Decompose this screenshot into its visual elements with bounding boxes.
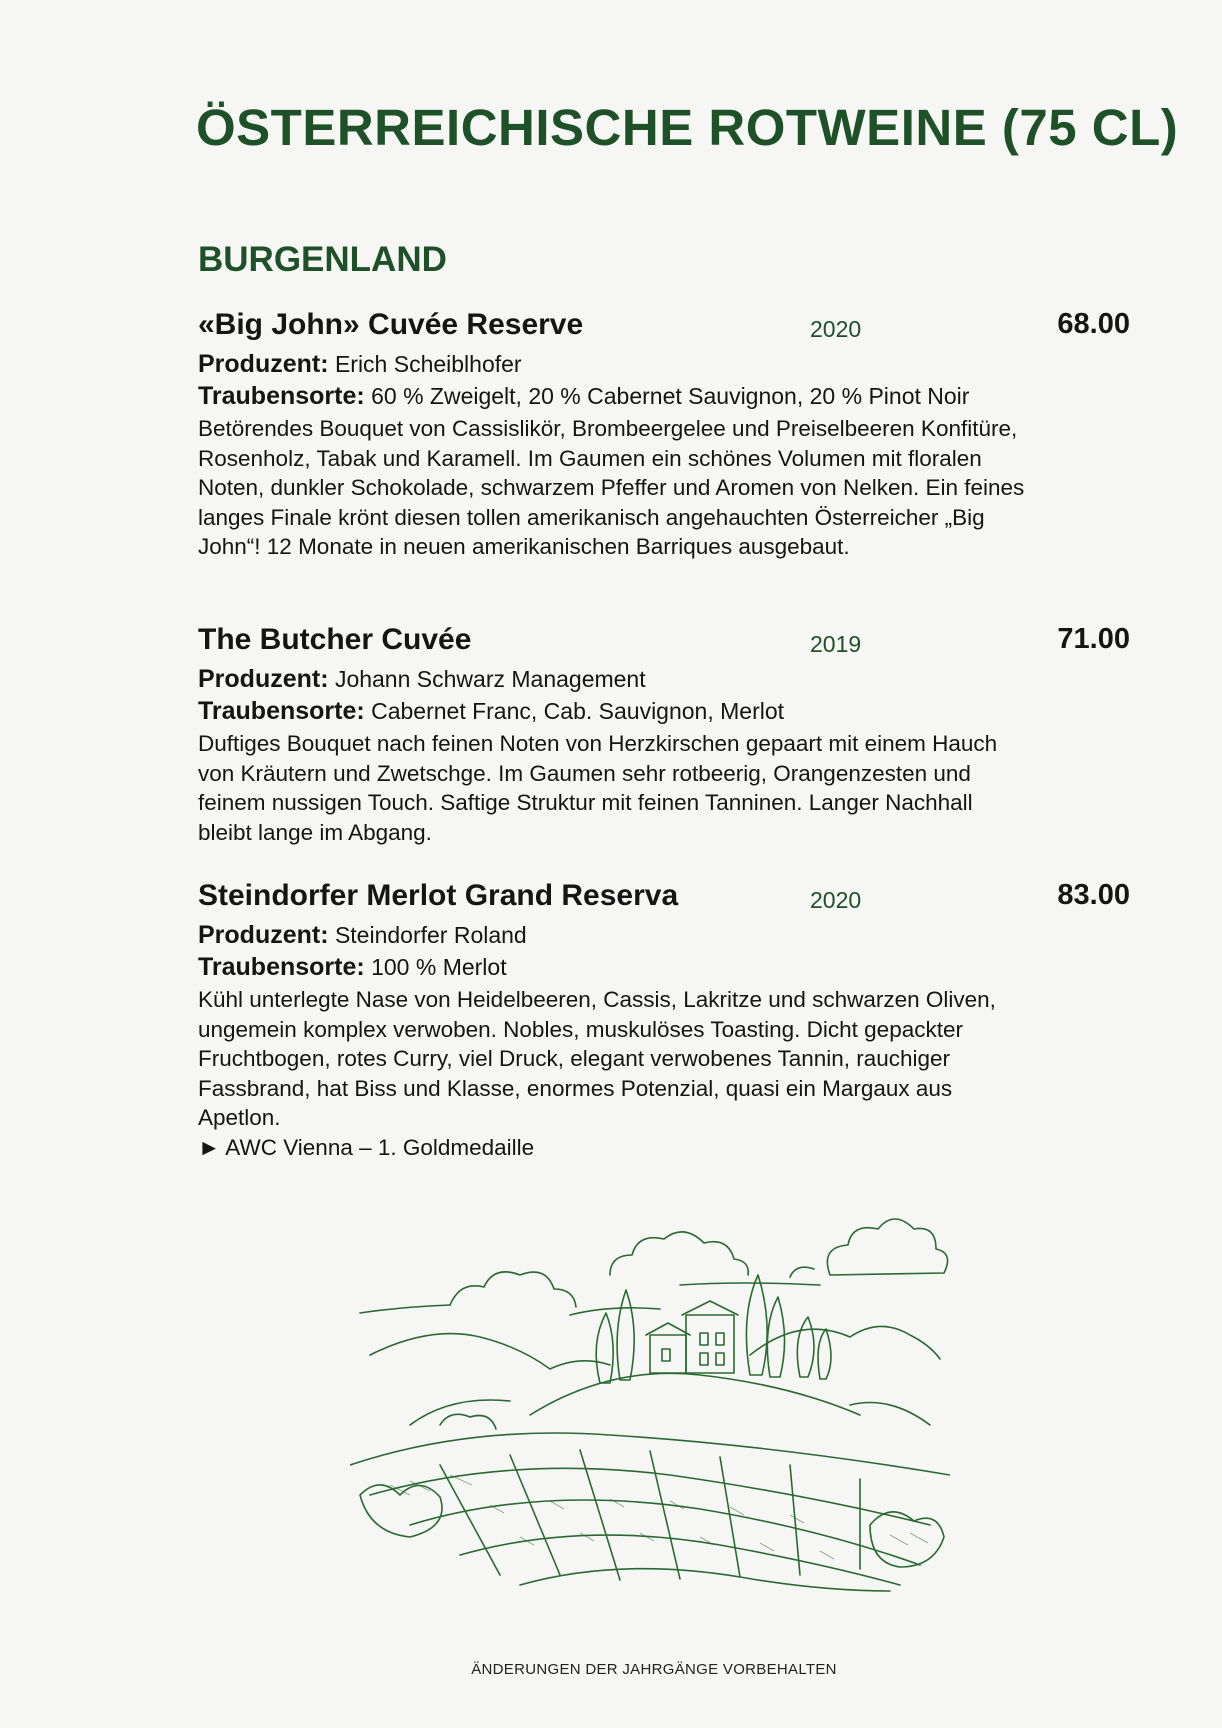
producer-value: Erich Scheiblhofer	[334, 351, 522, 377]
wine-item	[198, 623, 1138, 847]
grape-line	[198, 951, 1138, 983]
wine-item	[198, 879, 1138, 1163]
producer-label: Produzent:	[198, 921, 329, 949]
producer-value: Johann Schwarz Management	[334, 666, 646, 692]
wine-description: Duftiges Bouquet nach feinen Noten von Herzkirschen gepaart mit einem Hauch von Kräutern und Zwetschge. Im Gaumen sehr rotbeerig, Orangenzesten und feinem nussigen Touch. Saftige Struktur mit feinen Tanninen. Langer Nachhall bleibt lange im Abgang.	[198, 731, 998, 845]
producer-label: Produzent:	[198, 350, 329, 378]
grape-value: 60 % Zweigelt, 20 % Cabernet Sauvignon, 20 % Pinot Noir	[371, 383, 970, 409]
grape-value: 100 % Merlot	[371, 954, 507, 980]
wine-price: 68.00	[1057, 308, 1130, 340]
wine-year: 2019	[810, 631, 862, 657]
producer-line	[198, 348, 1138, 380]
wine-name: «Big John» Cuvée Reserve	[198, 308, 584, 341]
wine-price: 83.00	[1057, 879, 1130, 911]
footer-note: ÄNDERUNGEN DER JAHRGÄNGE VORBEHALTEN	[471, 1661, 837, 1678]
page-title: ÖSTERREICHISCHE ROTWEINE (75 CL)	[196, 99, 1179, 156]
producer-line	[198, 663, 1138, 695]
producer-label: Produzent:	[198, 665, 329, 693]
grape-label: Traubensorte:	[198, 382, 365, 410]
grape-line	[198, 695, 1138, 727]
wine-description: Kühl unterlegte Nase von Heidelbeeren, Cassis, Lakritze und schwarzen Oliven, ungemein komplex verwoben. Nobles, muskulöses Toasting. Dicht gepackter Fruchtbogen, rotes Curry, viel Druck, elegant verwobenes Tannin, rauchiger Fassbrand, hat Biss und Klasse, enormes Potenzial, quasi ein Margaux aus Apetlon.	[198, 987, 996, 1130]
wine-price: 71.00	[1057, 623, 1130, 655]
wine-description: Betörendes Bouquet von Cassislikör, Brombeergelee und Preiselbeeren Konfitüre, Rosenholz, Tabak und Karamell. Im Gaumen ein schönes Volumen mit floralen Noten, dunkler Schokolade, schwarzem Pfeffer und Aromen von Nelken. Ein feines langes Finale krönt diesen tollen amerikanisch angehauchten Österreicher „Big John“! 12 Monate in neuen amerikanischen Barriques ausgebaut.	[198, 416, 1025, 559]
grape-label: Traubensorte:	[198, 697, 365, 725]
wine-year: 2020	[810, 887, 862, 913]
producer-value: Steindorfer Roland	[334, 922, 527, 948]
section-title: BURGENLAND	[198, 240, 447, 279]
grape-line	[198, 380, 1138, 412]
wine-name: The Butcher Cuvée	[198, 623, 472, 656]
vineyard-illustration	[350, 1165, 950, 1595]
award-line: ► AWC Vienna – 1. Goldmedaille	[198, 1134, 535, 1160]
producer-line	[198, 919, 1138, 951]
grape-value: Cabernet Franc, Cab. Sauvignon, Merlot	[371, 698, 785, 724]
wine-name: Steindorfer Merlot Grand Reserva	[198, 879, 679, 912]
wine-year: 2020	[810, 316, 862, 342]
grape-label: Traubensorte:	[198, 953, 365, 981]
wine-item	[198, 308, 1138, 562]
